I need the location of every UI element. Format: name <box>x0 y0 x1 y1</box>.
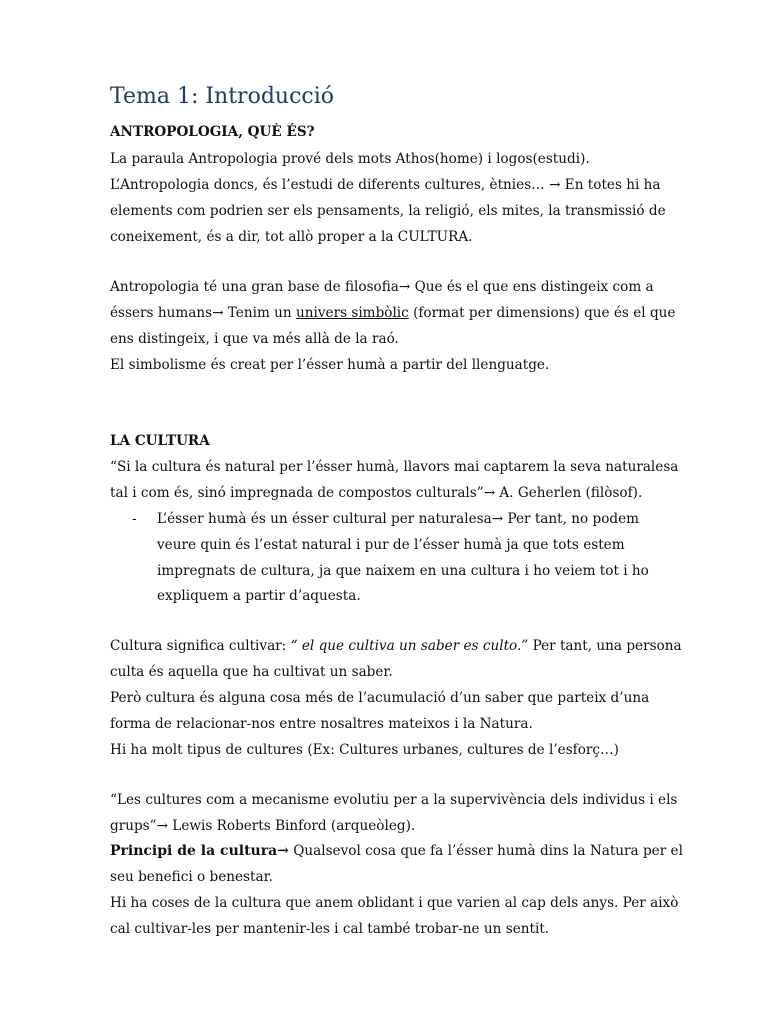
page-title: Tema 1: Introducció <box>110 84 334 109</box>
quote-line: “Les cultures com a mecanisme evolutiu per a la supervivència dels individus i els <box>110 792 678 808</box>
paragraph-line: La paraula Antropologia prové dels mots Athos(home) i logos(estudi). <box>110 151 590 167</box>
text-run: Per tant, una persona <box>528 638 682 654</box>
bullet-line: impregnats de cultura, ja que naixem en una cultura i ho veiem tot i ho <box>157 563 649 579</box>
quote-line: tal i com és, sinó impregnada de compostos culturals”→ A. Geherlen (filòsof). <box>110 485 643 501</box>
paragraph-line: Hi ha coses de la cultura que anem oblidant i que varien al cap dels anys. Per això <box>110 895 679 911</box>
section-heading-cultura: LA CULTURA <box>110 433 210 449</box>
text-run: Cultura significa cultivar: <box>110 638 291 654</box>
text-run: éssers humans→ Tenim un <box>110 305 296 321</box>
bold-term: Principi de la cultura→ <box>110 843 289 859</box>
paragraph-line: elements com podrien ser els pensaments, la religió, els mites, la transmissió de <box>110 203 666 219</box>
paragraph-line: seu benefici o benestar. <box>110 869 273 885</box>
paragraph-line <box>110 637 682 655</box>
paragraph-line: forma de relacionar-nos entre nosaltres mateixos i la Natura. <box>110 716 533 732</box>
paragraph-line <box>110 842 683 860</box>
paragraph-line: coneixement, és a dir, tot allò proper a la CULTURA. <box>110 229 473 245</box>
bullet-line: veure quin és l’estat natural i pur de l’ésser humà ja que tots estem <box>157 537 625 553</box>
text-run: Qualsevol cosa que fa l’ésser humà dins la Natura per el <box>288 843 683 859</box>
text-run: (format per dimensions) que és el que <box>408 305 676 321</box>
bullet-line: expliquem a partir d’aquesta. <box>157 588 361 604</box>
paragraph-line: Hi ha molt tipus de cultures (Ex: Cultures urbanes, cultures de l’esforç…) <box>110 742 619 758</box>
paragraph-line: culta és aquella que ha cultivat un saber. <box>110 664 393 680</box>
section-heading-antropologia: ANTROPOLOGIA, QUÈ ÉS? <box>110 124 315 140</box>
bullet-marker: - <box>132 511 137 527</box>
paragraph-line: cal cultivar-les per mantenir-les i cal també trobar-ne un sentit. <box>110 921 550 937</box>
paragraph-line: El simbolisme és creat per l’ésser humà a partir del llenguatge. <box>110 357 550 373</box>
quote-line: “Si la cultura és natural per l’ésser humà, llavors mai captarem la seva naturalesa <box>110 459 679 475</box>
italic-quote: “ el que cultiva un saber es culto.” <box>290 638 529 654</box>
bullet-line: L’ésser humà és un ésser cultural per naturalesa→ Per tant, no podem <box>157 511 640 527</box>
paragraph-line: Però cultura és alguna cosa més de l’acumulació d’un saber que parteix d’una <box>110 690 650 706</box>
paragraph-line: ens distingeix, i que va més allà de la raó. <box>110 331 399 347</box>
paragraph-line: L’Antropologia doncs, és l’estudi de diferents cultures, ètnies… → En totes hi ha <box>110 177 661 193</box>
paragraph-line <box>110 304 675 322</box>
paragraph-line: Antropologia té una gran base de filosofia→ Que és el que ens distingeix com a <box>110 279 654 295</box>
quote-line: grups”→ Lewis Roberts Binford (arqueòleg). <box>110 818 416 834</box>
underlined-term: univers simbòlic <box>295 305 409 321</box>
